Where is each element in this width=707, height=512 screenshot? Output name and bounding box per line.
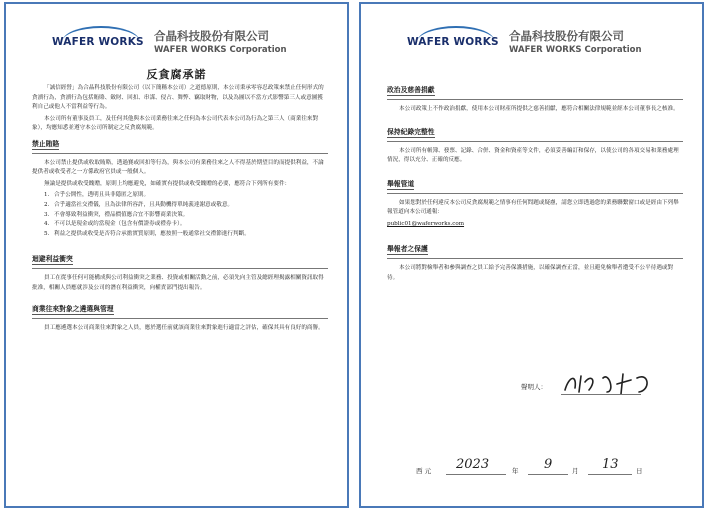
document-page-left: [4, 2, 349, 508]
section-heading: 保持紀錄完整性: [387, 128, 435, 137]
date-month: 9: [544, 457, 553, 472]
logo-brand: WAFER WORKS: [52, 36, 144, 48]
company-name-en: WAFER WORKS Corporation: [154, 45, 287, 55]
company-logo: [407, 26, 667, 60]
intro-paragraph: 本公司所有董事及員工，及任何其他與本公司業務往來之任何為本公司代表本公司為行為之第三人（商業往來對象），均應知悉並遵守本公司所制定之反貪腐規範。: [32, 115, 319, 132]
date-month-label: 月: [572, 467, 579, 475]
section-paragraph: 無論是提供或收受餽贈，原則上均應避免，如確實有提供或收受餽贈的必要，應符合下列所有要件：: [44, 180, 291, 187]
list-item: 2. 合乎適當社交禮儀，且為法律所容許，且具動機得單純義達謝意或敬意。: [44, 201, 234, 208]
logo-mark: [52, 26, 152, 60]
company-name-cn: 合晶科技股份有限公司: [509, 29, 624, 43]
section-heading: 政治及慈善捐獻: [387, 86, 435, 94]
logo-text: [509, 28, 642, 55]
company-name-cn: 合晶科技股份有限公司: [154, 29, 269, 43]
section-paragraph: 員工應遴選本公司商業往來對象之人員，應於選任前就該商業往來對象進行適當之評估，確保其具有良好的商譽。: [44, 324, 324, 331]
date-year: 2023: [456, 457, 490, 472]
date-day: 13: [602, 457, 619, 472]
document-page-right: [359, 2, 704, 508]
date-era-label: 西 元: [416, 467, 432, 475]
handwritten-signature: [559, 370, 659, 396]
date-day-label: 日: [636, 467, 643, 475]
document-body-left: [32, 84, 328, 335]
section-paragraph: 本公司所有帳簿、發票、記錄、合併、資金和資產等文件，必須妥善編訂和保存，以使公司的各項交易和業務處理情況，得以充分、正確的反應。: [387, 147, 679, 164]
logo-brand: WAFER WORKS: [407, 36, 499, 48]
section-paragraph: 如果您對於任何違反本公司反貪腐規範之情事有任何問題或疑慮，請您立即透過您的業務聯繫窗口或是經由下列舉報管道向本公司通報：: [387, 199, 679, 216]
list-item: 3. 不會導致利益衝突，禮品價值應合宜不影響商業決策。: [44, 211, 189, 218]
section-paragraph: 本公司政策上不作政治捐獻，使用本公司財產所提供之慈善捐獻，應符合相關法律規範並經本公司董事長之核准。: [399, 105, 679, 112]
requirements-list: [44, 191, 328, 239]
section-heading: 舉報者之保護: [387, 245, 428, 254]
logo-mark: [407, 26, 507, 60]
document-body-right: [387, 80, 683, 285]
section-paragraph: 本公司禁止提供或收取賄賂，透過賽或回扣等行為，與本公司有業務往來之人不得基於期望目的而提供利益，不論提供者或收受者之一方係政府官員或一般個人。: [32, 159, 324, 176]
section-paragraph: 本公司將對檢舉者和參與調查之員工給予完善保護措施，以確保調查正當，並且避免檢舉者遭受不公平待遇或對待。: [387, 264, 674, 281]
signature-label: 聲明人：: [521, 383, 547, 391]
section-paragraph: 員工在從事任何可能構成與公司利益衝突之業務、投資或相關活動之前，必須先向主管及總經理揭露相關資訊取得批准，相關人員應就涉及公司的潛在利益衝突，向權責部門提出報告。: [32, 274, 324, 291]
section-heading: 禁止賄賂: [32, 139, 60, 148]
intro-paragraph: 「誠信經營」為合晶科技股份有限公司（以下簡稱本公司）之道德原則，本公司秉承零容忍政策來禁止任何形式的貪瀆行為，貪瀆行為包括賄賂、斂財、回扣、串謀、侵占、舞弊、竊取財物，以及為圖以不當方式影響第三人或意圖獲利自己或他人不當利益等行為。: [32, 85, 324, 111]
document-title: 反貪腐承諾: [146, 68, 207, 81]
section-heading: 商業往來對象之遴選與管理: [32, 305, 114, 314]
company-logo: [52, 26, 312, 60]
list-item: 5. 利益之提供或收受是否符合承擔實質原則，應按照一般通常社交禮節進行判斷。: [44, 230, 250, 237]
section-heading: 舉報管道: [387, 179, 415, 188]
report-email-link[interactable]: public01@waferworks.com: [387, 220, 465, 227]
logo-text: [154, 28, 287, 55]
list-item: 4. 不可以是現金或約當現金（包含有價證券或禮券卡）。: [44, 221, 186, 228]
list-item: 1. 合乎公開性，透明且具非隱匿之原則。: [44, 192, 150, 199]
date-year-label: 年: [512, 467, 519, 475]
section-heading: 迴避利益衝突: [32, 255, 73, 264]
company-name-en: WAFER WORKS Corporation: [509, 45, 642, 55]
